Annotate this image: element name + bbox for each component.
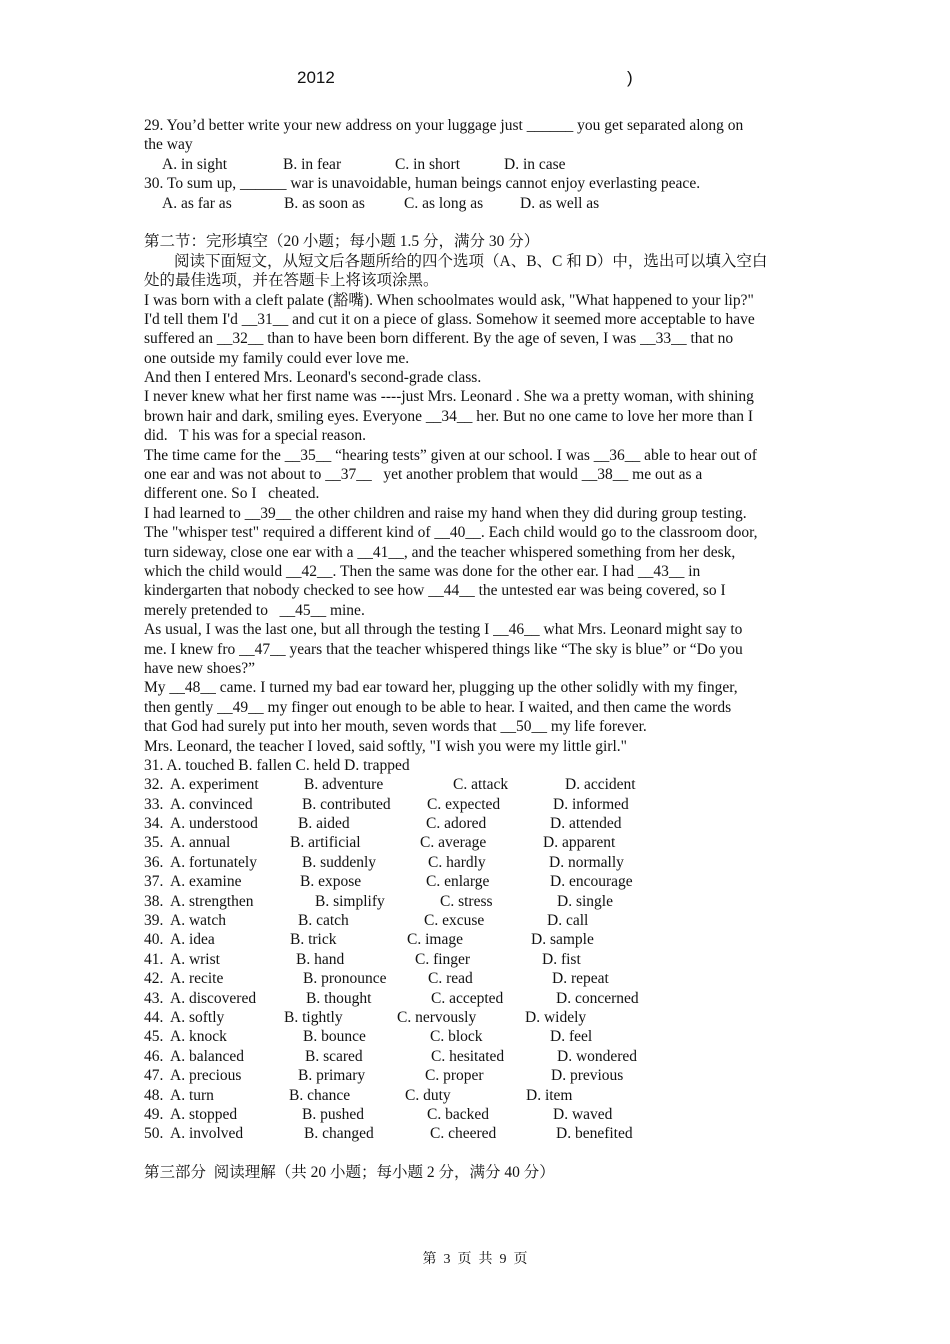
choice-option-b: B. chance [289,1086,351,1104]
choice-row [144,1008,814,1027]
choice-option-c: C. expected [427,795,501,813]
choice-option-d: D. item [526,1086,573,1104]
section3-title: 第三部分 阅读理解（共 20 小题；每小题 2 分，满分 40 分） [144,1164,555,1182]
cloze-choices [144,775,814,1143]
choice-number: 40. [144,931,164,949]
passage-line: merely pretended to __45__ mine. [144,601,365,619]
choice-option-a: A. discovered [170,989,257,1007]
passage-line: suffered an __32__ than to have been born different. By the age of seven, I was __33__ that no [144,330,734,348]
choice-option-d: D. normally [549,853,624,871]
choice-row [144,1086,814,1105]
choice-option-a: A. convinced [170,795,253,813]
choice-row-31: 31. A. touched B. fallen C. held D. trapped [144,756,410,774]
choice-option-d: D. single [557,892,613,910]
passage-line: I had learned to __39__ the other children and raise my hand when they did during group testing. [144,504,747,522]
passage-line: different one. So I cheated. [144,485,320,503]
choice-option-b: B. artificial [290,834,361,852]
choice-option-c: C. hesitated [431,1047,505,1065]
choice-option-c: C. hardly [428,853,486,871]
passage-line: that God had surely put into her mouth, seven words that __50__ my life forever. [144,718,647,736]
choice-option-b: B. suddenly [302,853,377,871]
choice-number: 39. [144,912,164,930]
passage-line: And then I entered Mrs. Leonard's second-grade class. [144,369,482,387]
q29-option-c: C. in short [395,155,461,173]
choice-number: 43. [144,989,164,1007]
cloze-passage [144,291,814,756]
choice-option-c: C. nervously [397,1008,477,1026]
choice-option-c: C. proper [425,1067,484,1085]
choice-option-b: B. pushed [302,1105,364,1123]
q29-options [144,155,814,174]
passage-line: brown hair and dark, smiling eyes. Everyone __34__ her. But no one came to love her more than I [144,407,754,425]
choice-option-a: A. idea [170,931,215,949]
choice-option-c: C. cheered [430,1125,497,1143]
q30-stem: 30. To sum up, ______ war is unavoidable, human beings cannot enjoy everlasting peace. [144,175,701,193]
q30-option-b: B. as soon as [284,194,365,212]
page-content [144,116,814,1182]
choice-option-c: C. stress [440,892,493,910]
choice-option-d: D. accident [565,776,636,794]
choice-option-b: B. catch [298,912,349,930]
choice-option-d: D. feel [550,1028,593,1046]
choice-row [144,1027,814,1046]
choice-option-a: A. watch [170,912,226,930]
passage-line: The "whisper test" required a different kind of __40__. Each child would go to the classroom door, [144,524,758,542]
passage-line: one ear and was not about to __37__ yet another problem that would __38__ me out as a [144,466,703,484]
q30-option-d: D. as well as [520,194,600,212]
choice-row [144,795,814,814]
choice-option-d: D. informed [553,795,629,813]
choice-number: 49. [144,1105,164,1123]
choice-option-b: B. expose [300,873,362,891]
choice-option-c: C. read [428,970,473,988]
q29-option-d: D. in case [504,155,566,173]
section2-instruction-line2: 处的最佳选项，并在答题卡上将该项涂黑。 [144,272,439,290]
choice-number: 48. [144,1086,164,1104]
passage-line: which the child would __42__. Then the same was done for the other ear. I had __43__ in [144,562,701,580]
q29-option-a: A. in sight [162,155,228,173]
choice-option-c: C. image [407,931,463,949]
passage-line: I never knew what her first name was ----just Mrs. Leonard . She wa a pretty woman, with shining [144,388,754,406]
choice-row [144,950,814,969]
choice-number: 34. [144,815,164,833]
passage-line: have new shoes?” [144,659,256,677]
choice-row [144,853,814,872]
choice-option-b: B. simplify [315,892,385,910]
choice-option-a: A. examine [170,873,242,891]
choice-number: 36. [144,853,164,871]
choice-option-a: A. turn [170,1086,214,1104]
choice-row [144,814,814,833]
choice-number: 44. [144,1008,164,1026]
choice-option-b: B. trick [290,931,337,949]
choice-row [144,892,814,911]
header-paren: ) [627,68,633,87]
choice-option-c: C. finger [415,950,471,968]
choice-option-c: C. adored [426,815,487,833]
q30-option-a: A. as far as [162,194,232,212]
passage-line: My __48__ came. I turned my bad ear toward her, plugging up the other solidly with my finger, [144,679,738,697]
choice-option-c: C. excuse [424,912,485,930]
choice-number: 47. [144,1067,164,1085]
q29-stem-line1: 29. You’d better write your new address on your luggage just ______ you get separated along on [144,117,744,134]
passage-line: did. T his was for a special reason. [144,427,366,445]
choice-option-d: D. waved [553,1105,613,1123]
choice-option-b: B. adventure [304,776,384,794]
section2-title: 第二节：完形填空（20 小题；每小题 1.5 分，满分 30 分） [144,233,540,251]
choice-row [144,989,814,1008]
choice-number: 42. [144,970,164,988]
choice-option-b: B. tightly [284,1008,343,1026]
choice-option-b: B. changed [304,1125,374,1143]
choice-option-b: B. aided [298,815,350,833]
passage-line: kindergarten that nobody checked to see how __44__ the untested ear was being covered, so I [144,582,726,600]
passage-line: Mrs. Leonard, the teacher I loved, said softly, "I wish you were my little girl." [144,737,627,755]
passage-line: turn sideway, close one ear with a __41__, and the teacher whispered something from her desk, [144,543,736,561]
choice-option-a: A. softly [170,1008,225,1026]
choice-option-a: A. fortunately [170,853,257,871]
page-footer: 第 3 页 共 9 页 [422,1252,528,1267]
choice-row [144,1124,814,1143]
choice-number: 33. [144,795,164,813]
choice-number: 38. [144,892,164,910]
choice-option-a: A. annual [170,834,231,852]
passage-line: me. I knew fro __47__ years that the teacher whispered things like “The sky is blue” or “Do you [144,640,743,658]
choice-row [144,911,814,930]
choice-option-b: B. pronounce [303,970,387,988]
choice-option-a: A. precious [170,1067,242,1085]
q29-stem-line2: the way [144,136,193,154]
choice-option-d: D. wondered [557,1047,638,1065]
choice-option-a: A. recite [170,970,224,988]
choice-number: 32. [144,776,164,794]
choice-option-c: C. block [430,1028,483,1046]
q30-option-c: C. as long as [404,194,484,212]
choice-option-d: D. sample [531,931,594,949]
header-year: 2012 [297,68,335,87]
q30-options [144,194,814,213]
choice-row [144,969,814,988]
choice-option-d: D. apparent [543,834,616,852]
choice-number: 37. [144,873,164,891]
choice-option-d: D. concerned [556,989,639,1007]
choice-option-b: B. bounce [303,1028,366,1046]
choice-option-d: D. call [547,912,589,930]
choice-option-a: A. strengthen [170,892,254,910]
choice-option-c: C. attack [453,776,509,794]
choice-option-a: A. involved [170,1125,244,1143]
choice-row [144,872,814,891]
choice-number: 45. [144,1028,164,1046]
choice-option-b: B. contributed [302,795,391,813]
choice-number: 46. [144,1047,164,1065]
choice-option-c: C. enlarge [426,873,490,891]
choice-option-a: A. understood [170,815,258,833]
choice-option-a: A. stopped [170,1105,238,1123]
passage-line: then gently __49__ my finger out enough to be able to hear. I waited, and then came the words [144,698,732,716]
choice-option-c: C. accepted [431,989,504,1007]
choice-option-b: B. hand [296,950,345,968]
choice-option-d: D. widely [525,1008,587,1026]
choice-row [144,1047,814,1066]
choice-option-d: D. encourage [550,873,633,891]
choice-row [144,833,814,852]
choice-option-d: D. benefited [556,1125,633,1143]
choice-row [144,1105,814,1124]
choice-option-a: A. knock [170,1028,227,1046]
choice-option-b: B. thought [306,989,372,1007]
passage-line: I was born with a cleft palate (豁嘴). When schoolmates would ask, "What happened to your lip?" [144,291,754,309]
choice-number: 35. [144,834,164,852]
choice-option-c: C. backed [427,1105,489,1123]
choice-option-a: A. wrist [170,950,220,968]
choice-number: 41. [144,950,164,968]
choice-option-d: D. fist [542,950,581,968]
choice-option-d: D. repeat [552,970,609,988]
choice-row [144,1066,814,1085]
choice-option-d: D. attended [550,815,622,833]
choice-option-d: D. previous [551,1067,624,1085]
choice-option-a: A. balanced [170,1047,245,1065]
choice-row [144,775,814,794]
section2-instruction-line1: 阅读下面短文，从短文后各题所给的四个选项（A、B、C 和 D）中，选出可以填入空白 [174,252,768,270]
q29-option-b: B. in fear [283,155,342,173]
choice-option-b: B. primary [298,1067,366,1085]
choice-row [144,930,814,949]
choice-number: 50. [144,1125,164,1143]
choice-option-b: B. scared [305,1047,363,1065]
passage-line: one outside my family could ever love me. [144,349,410,367]
choice-option-c: C. duty [405,1086,451,1104]
choice-option-c: C. average [420,834,487,852]
passage-line: The time came for the __35__ “hearing tests” given at our school. I was __36__ able to hear out of [144,446,757,464]
passage-line: As usual, I was the last one, but all through the testing I __46__ what Mrs. Leonard might say to [144,621,743,639]
passage-line: I'd tell them I'd __31__ and cut it on a piece of glass. Somehow it seemed more acceptable to have [144,310,755,328]
choice-option-a: A. experiment [170,776,259,794]
